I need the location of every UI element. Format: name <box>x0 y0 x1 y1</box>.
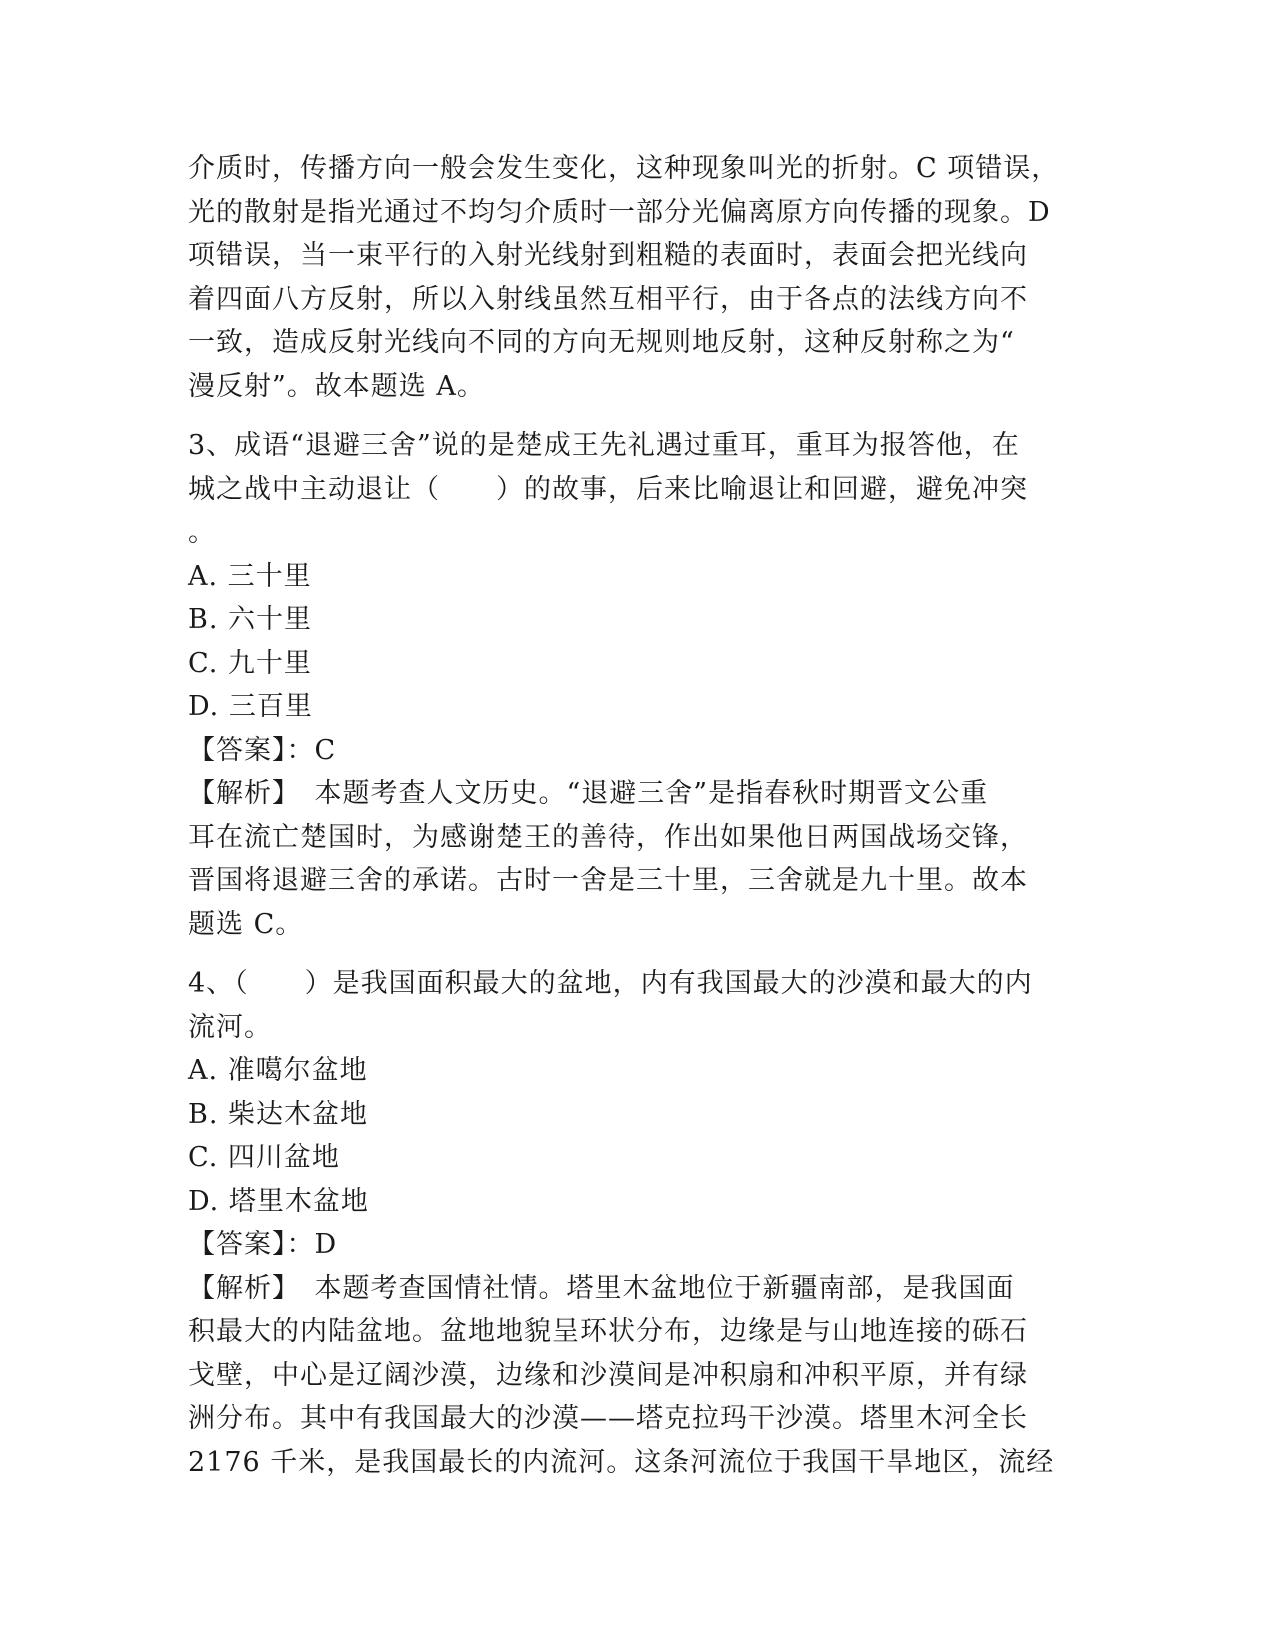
text-line: 【解析】 本题考查人文历史。“退避三舍”是指春秋时期晋文公重 <box>188 778 989 809</box>
text-line: 流河。 <box>188 1011 272 1043</box>
text-line: 漫反射”。故本题选 A。 <box>188 370 485 402</box>
text-line: 城之战中主动退让（ ）的故事，后来比喻退让和回避，避免冲突 <box>188 473 1028 505</box>
question-4 <box>188 962 1088 1484</box>
question-stem <box>188 962 1088 1049</box>
text-line: 【解析】 本题考查国情社情。塔里木盆地位于新疆南部，是我国面 <box>188 1272 1015 1304</box>
answer-line: 【答案】：D <box>188 1229 338 1260</box>
text-line: 3、成语“退避三舍”说的是楚成王先礼遇过重耳，重耳为报答他，在 <box>188 430 1020 461</box>
document-body <box>188 147 1088 1484</box>
text-line: 项错误，当一束平行的入射光线射到粗糙的表面时，表面会把光线向 <box>188 240 1028 271</box>
text-line: 题选 C。 <box>188 908 304 940</box>
question-options <box>188 1049 1088 1223</box>
text-line: 。 <box>188 517 216 548</box>
text-line: 耳在流亡楚国时，为感谢楚王的善待，作出如果他日两国战场交锋， <box>188 821 1028 853</box>
text-line: 2176 千米，是我国最长的内流河。这条河流位于我国干旱地区，流经 <box>188 1446 1055 1478</box>
option-a: A. 三十里 <box>188 560 312 592</box>
text-line: 积最大的内陆盆地。盆地地貌呈环状分布，边缘是与山地连接的砾石 <box>188 1316 1028 1347</box>
text-line: 4、（ ）是我国面积最大的盆地，内有我国最大的沙漠和最大的内 <box>188 968 1033 999</box>
question-3 <box>188 424 1088 946</box>
paragraph-gap <box>188 408 1088 424</box>
question-stem <box>188 424 1088 555</box>
option-a: A. 准噶尔盆地 <box>188 1055 368 1086</box>
option-b: B. 柴达木盆地 <box>188 1098 369 1130</box>
option-d: D. 三百里 <box>188 691 313 722</box>
analysis-paragraph <box>188 1267 1088 1485</box>
text-line: 晋国将退避三舍的承诺。古时一舍是三十里，三舍就是九十里。故本 <box>188 865 1028 896</box>
option-b: B. 六十里 <box>188 604 313 635</box>
option-d: D. 塔里木盆地 <box>188 1185 369 1217</box>
answer-line: 【答案】：C <box>188 734 337 766</box>
intro-paragraph <box>188 147 1088 408</box>
paragraph-gap <box>188 946 1088 962</box>
option-c: C. 四川盆地 <box>188 1142 340 1173</box>
analysis-paragraph <box>188 772 1088 946</box>
option-c: C. 九十里 <box>188 647 312 679</box>
text-line: 介质时，传播方向一般会发生变化，这种现象叫光的折射。C 项错误， <box>188 153 1060 184</box>
text-line: 一致，造成反射光线向不同的方向无规则地反射，这种反射称之为“ <box>188 327 1015 358</box>
text-line: 戈壁，中心是辽阔沙漠，边缘和沙漠间是冲积扇和冲积平原，并有绿 <box>188 1359 1028 1391</box>
text-line: 光的散射是指光通过不均匀介质时一部分光偏离原方向传播的现象。D <box>188 196 1051 228</box>
text-line: 洲分布。其中有我国最大的沙漠——塔克拉玛干沙漠。塔里木河全长 <box>188 1403 1028 1434</box>
text-line: 着四面八方反射，所以入射线虽然互相平行，由于各点的法线方向不 <box>188 283 1028 315</box>
question-options <box>188 555 1088 729</box>
